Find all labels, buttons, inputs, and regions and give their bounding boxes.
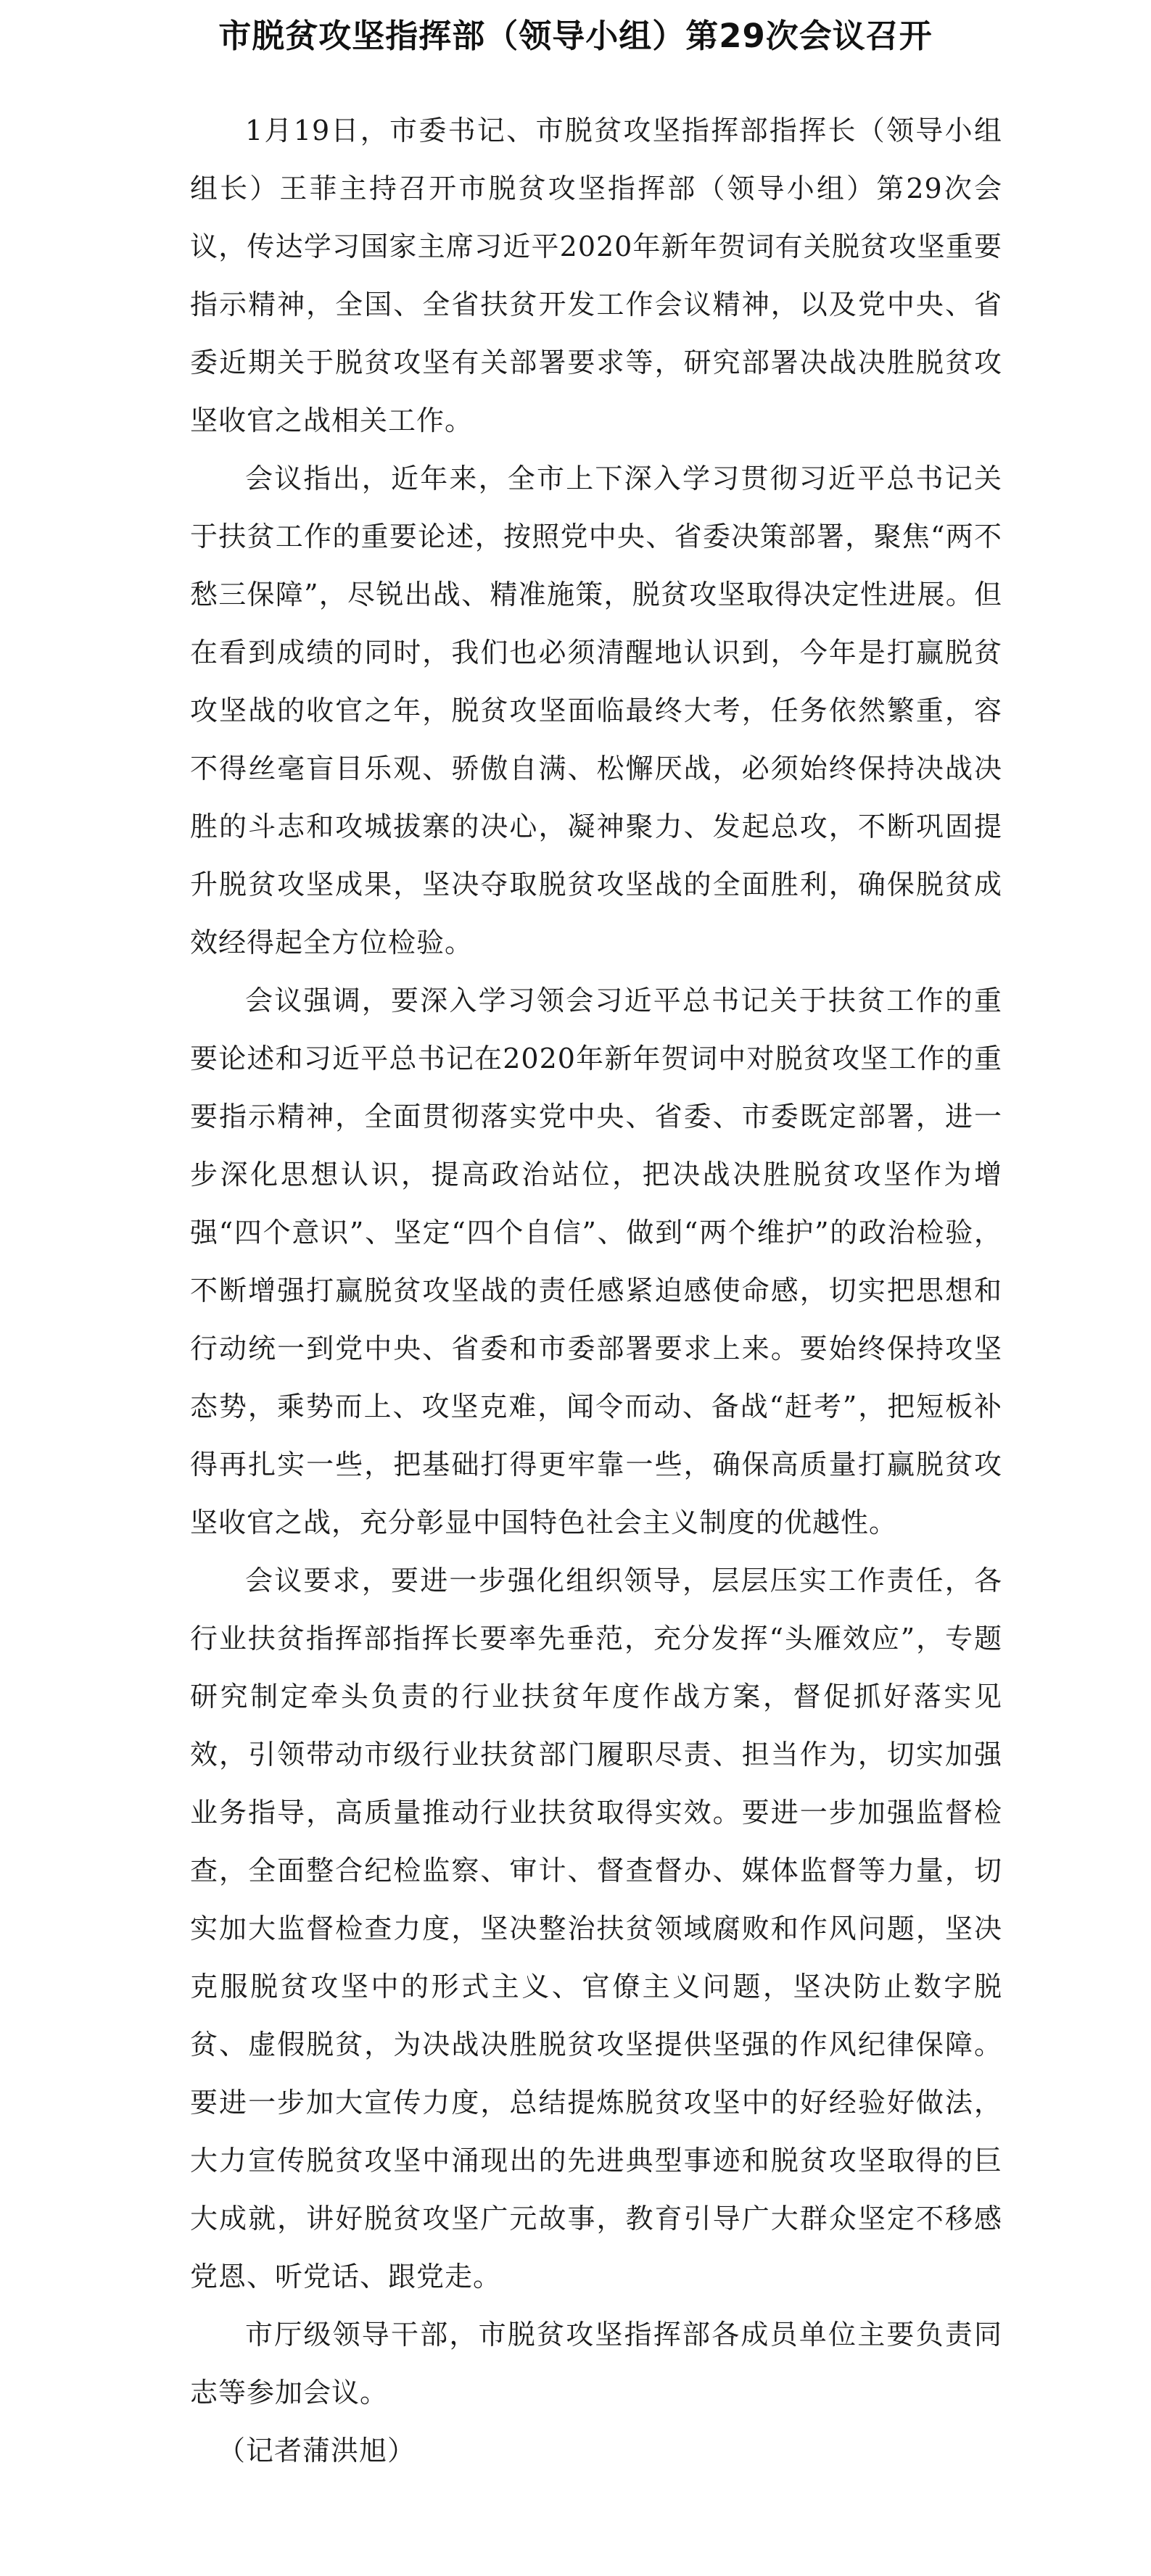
article-body <box>190 102 1002 2480</box>
paragraph-meeting-pointed-out: 会议指出，近年来，全市上下深入学习贯彻习近平总书记关于扶贫工作的重要论述，按照党中央、省委决策部署，聚焦“两不愁三保障”，尽锐出战、精准施策，脱贫攻坚取得决定性进展。但在看到成绩的同时，我们也必须清醒地认识到，今年是打赢脱贫攻坚战的收官之年，脱贫攻坚面临最终大考，任务依然繁重，容不得丝毫盲目乐观、骄傲自满、松懈厌战，必须始终保持决战决胜的斗志和攻城拔寨的决心，凝神聚力、发起总攻，不断巩固提升脱贫攻坚成果，坚决夺取脱贫攻坚战的全面胜利，确保脱贫成效经得起全方位检验。 <box>190 463 1002 958</box>
paragraph-meeting-required: 会议要求，要进一步强化组织领导，层层压实工作责任，各行业扶贫指挥部指挥长要率先垂范，充分发挥“头雁效应”，专题研究制定牵头负责的行业扶贫年度作战方案，督促抓好落实见效，引领带动市级行业扶贫部门履职尽责、担当作为，切实加强业务指导，高质量推动行业扶贫取得实效。要进一步加强监督检查，全面整合纪检监察、审计、督查督办、媒体监督等力量，切实加大监督检查力度，坚决整治扶贫领域腐败和作风问题，坚决克服脱贫攻坚中的形式主义、官僚主义问题，坚决防止数字脱贫、虚假脱贫，为决战决胜脱贫攻坚提供坚强的作风纪律保障。要进一步加大宣传力度，总结提炼脱贫攻坚中的好经验好做法，大力宣传脱贫攻坚中涌现出的先进典型事迹和脱贫攻坚取得的巨大成就，讲好脱贫攻坚广元故事，教育引导广大群众坚定不移感党恩、听党话、跟党走。 <box>190 1565 1002 2293</box>
paragraph-attendees: 市厅级领导干部，市脱贫攻坚指挥部各成员单位主要负责同志等参加会议。 <box>190 2319 1002 2409</box>
paragraph-opening: 1月19日，市委书记、市脱贫攻坚指挥部指挥长（领导小组组长）王菲主持召开市脱贫攻坚指挥部（领导小组）第29次会议，传达学习国家主席习近平2020年新年贺词有关脱贫攻坚重要指示精神，全国、全省扶贫开发工作会议精神，以及党中央、省委近期关于脱贫攻坚有关部署要求等，研究部署决战决胜脱贫攻坚收官之战相关工作。 <box>190 115 1002 436</box>
reporter-byline: （记者蒲洪旭） <box>218 2435 416 2467</box>
paragraph-meeting-emphasized: 会议强调，要深入学习领会习近平总书记关于扶贫工作的重要论述和习近平总书记在2020年新年贺词中对脱贫攻坚工作的重要指示精神，全面贯彻落实党中央、省委、市委既定部署，进一步深化思想认识，提高政治站位，把决战决胜脱贫攻坚作为增强“四个意识”、坚定“四个自信”、做到“两个维护”的政治检验，不断增强打赢脱贫攻坚战的责任感紧迫感使命感，切实把思想和行动统一到党中央、省委和市委部署要求上来。要始终保持攻坚态势，乘势而上、攻坚克难，闻令而动、备战“赶考”，把短板补得再扎实一些，把基础打得更牢靠一些，确保高质量打赢脱贫攻坚收官之战，充分彰显中国特色社会主义制度的优越性。 <box>190 985 1002 1538</box>
article-title: 市脱贫攻坚指挥部（领导小组）第29次会议召开 <box>218 17 933 55</box>
